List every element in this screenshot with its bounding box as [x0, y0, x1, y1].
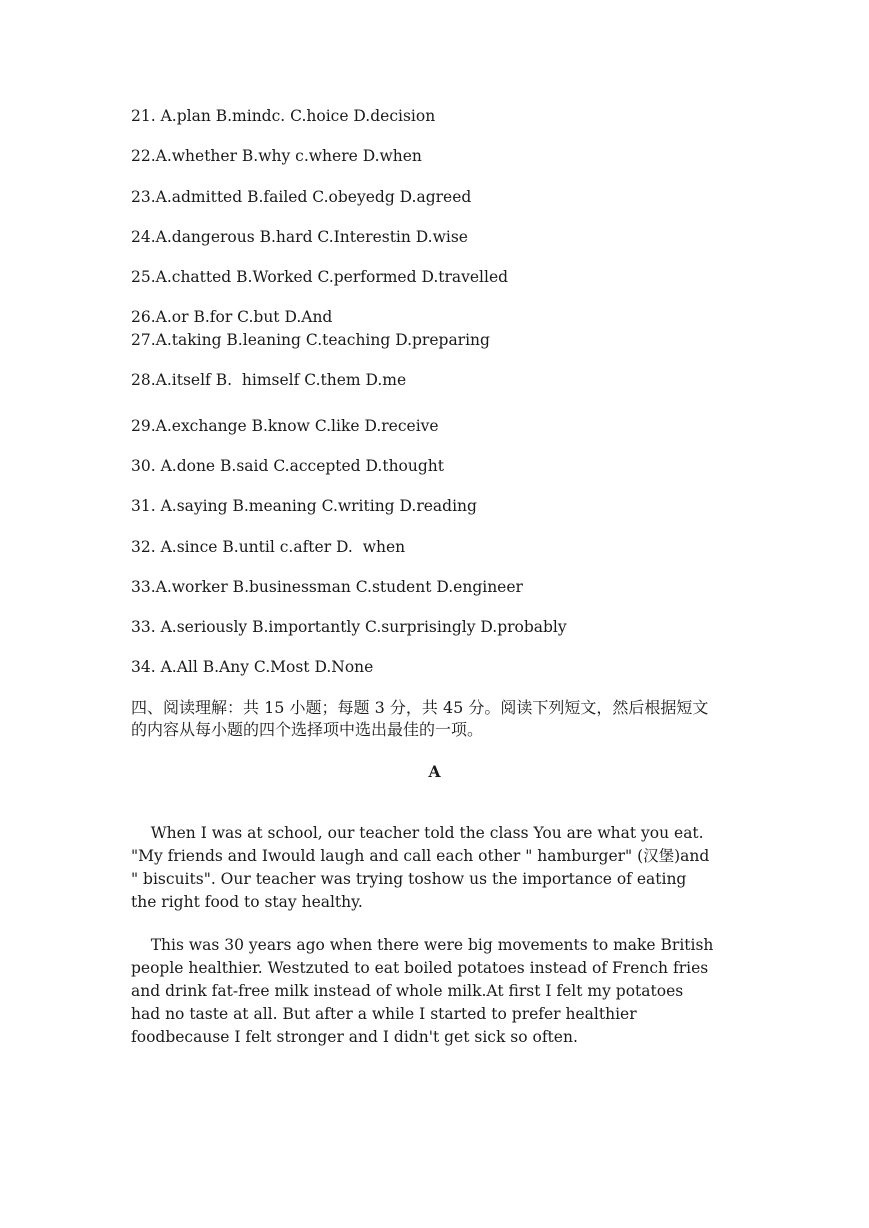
section-instruction-line-1: 四、阅读理解：共 15 小题；每题 3 分，共 45 分。阅读下列短文，然后根据短文 — [131, 698, 709, 717]
passage-paragraph-1 — [131, 822, 709, 914]
paragraph-line: " biscuits". Our teacher was trying toshow us the importance of eating — [131, 870, 687, 888]
paragraph-line: the right food to stay healthy. — [131, 893, 363, 911]
question-30-options: 30. A.done B.said C.accepted D.thought — [131, 457, 444, 475]
question-21-options: 21. A.plan B.mindc. C.hoice D.decision — [131, 107, 436, 125]
question-28-options: 28.A.itself B. himself C.them D.me — [131, 371, 407, 389]
paragraph-line: When I was at school, our teacher told the class You are what you eat. — [131, 824, 704, 842]
paragraph-line: had no taste at all. But after a while I started to prefer healthier — [131, 1005, 637, 1023]
question-26-options: 26.A.or B.for C.but D.And — [131, 308, 333, 326]
question-34-options: 34. A.All B.Any C.Most D.None — [131, 658, 374, 676]
section-instruction-line-2: 的内容从每小题的四个选择项中选出最佳的一项。 — [131, 720, 484, 739]
question-25-options: 25.A.chatted B.Worked C.performed D.travelled — [131, 268, 509, 286]
question-24-options: 24.A.dangerous B.hard C.Interestin D.wise — [131, 228, 468, 246]
question-23-options: 23.A.admitted B.failed C.obeyedg D.agreed — [131, 188, 472, 206]
paragraph-line: This was 30 years ago when there were big movements to make British — [131, 936, 714, 954]
paragraph-line: "My friends and Iwould laugh and call each other " hamburger" (汉堡)and — [131, 847, 710, 865]
paragraph-line: foodbecause I felt stronger and I didn't get sick so often. — [131, 1028, 578, 1046]
question-33b-options: 33. A.seriously B.importantly C.surprisingly D.probably — [131, 618, 567, 636]
question-31-options: 31. A.saying B.meaning C.writing D.reading — [131, 497, 477, 515]
passage-paragraph-2 — [131, 934, 713, 1049]
paragraph-line: and drink fat-free milk instead of whole milk.At first I felt my potatoes — [131, 982, 684, 1000]
question-22-options: 22.A.whether B.why c.where D.when — [131, 147, 422, 165]
question-27-options: 27.A.taking B.leaning C.teaching D.preparing — [131, 331, 490, 349]
paragraph-line: people healthier. Westzuted to eat boiled potatoes instead of French fries — [131, 959, 709, 977]
question-29-options: 29.A.exchange B.know C.like D.receive — [131, 417, 439, 435]
question-32-options: 32. A.since B.until c.after D. when — [131, 538, 406, 556]
passage-label: A — [428, 762, 441, 781]
question-33-options: 33.A.worker B.businessman C.student D.engineer — [131, 578, 523, 596]
